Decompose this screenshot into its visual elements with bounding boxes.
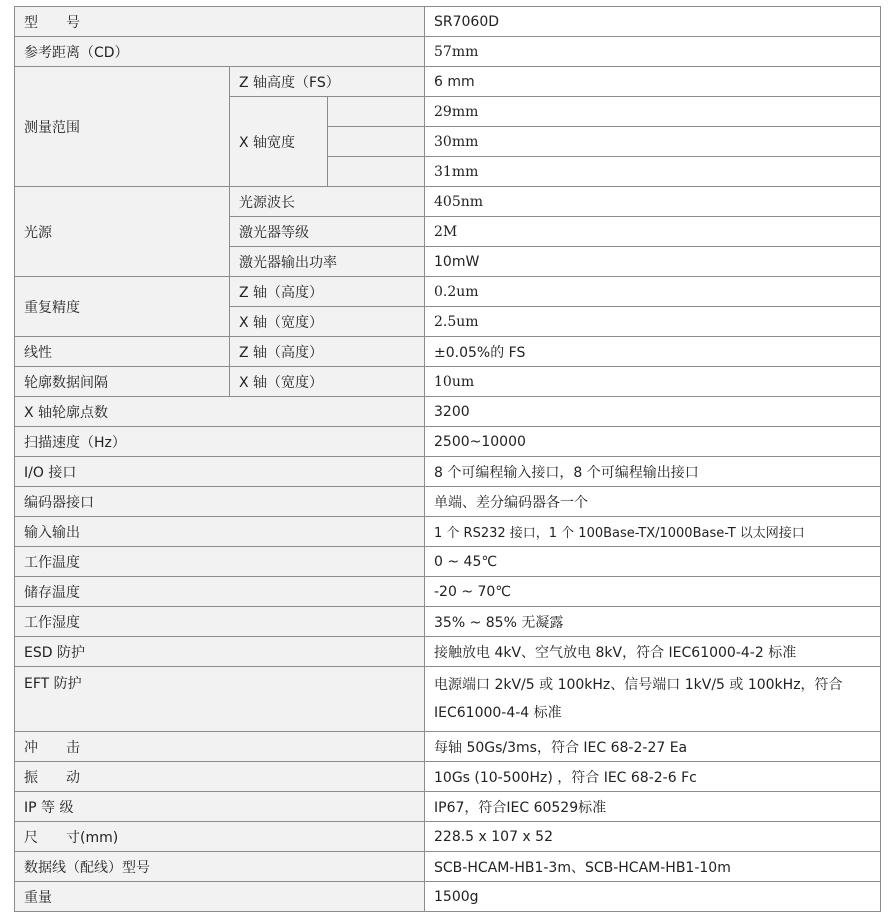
measure-range-x-blank-3: [328, 157, 425, 187]
light-wavelength-label: 光源波长: [230, 187, 425, 217]
row-size: [15, 822, 881, 852]
row-esd: [15, 637, 881, 667]
row-measure-range-z: [15, 67, 881, 97]
row-model: [15, 7, 881, 37]
model-label: 型 号: [15, 7, 425, 37]
laser-class-value: 2M: [425, 217, 881, 247]
repeat-z-label: Z 轴（高度）: [230, 277, 425, 307]
measure-range-x-blank-1: [328, 97, 425, 127]
measure-range-z-value: 6 mm: [425, 67, 881, 97]
shock-label: 冲 击: [15, 732, 425, 762]
linearity-label: 线性: [15, 337, 230, 367]
x-points-value: 3200: [425, 397, 881, 427]
ip-label: IP 等 级: [15, 792, 425, 822]
profile-interval-label: 轮廓数据间隔: [15, 367, 230, 397]
in-out-label: 输入输出: [15, 517, 425, 547]
esd-label: ESD 防护: [15, 637, 425, 667]
row-io: [15, 457, 881, 487]
laser-power-label: 激光器输出功率: [230, 247, 425, 277]
storage-temp-value: -20 ~ 70℃: [425, 577, 881, 607]
row-encoder: [15, 487, 881, 517]
measure-range-x-value-1: 29mm: [425, 97, 881, 127]
row-weight: [15, 882, 881, 912]
op-temp-value: 0 ~ 45℃: [425, 547, 881, 577]
model-value: SR7060D: [425, 7, 881, 37]
io-value: 8 个可编程输入接口，8 个可编程输出接口: [425, 457, 881, 487]
laser-power-value: 10mW: [425, 247, 881, 277]
measure-range-x-value-3: 31mm: [425, 157, 881, 187]
io-label: I/O 接口: [15, 457, 425, 487]
vibration-label: 振 动: [15, 762, 425, 792]
row-x-points: [15, 397, 881, 427]
size-label: 尺 寸(mm): [15, 822, 425, 852]
scan-speed-label: 扫描速度（Hz）: [15, 427, 425, 457]
ref-distance-label: 参考距离（CD）: [15, 37, 425, 67]
spec-table: [14, 6, 881, 912]
cable-label: 数据线（配线）型号: [15, 852, 425, 882]
light-source-label: 光源: [15, 187, 230, 277]
measure-range-x-value-2: 30mm: [425, 127, 881, 157]
repeatability-label: 重复精度: [15, 277, 230, 337]
repeat-x-label: X 轴（宽度）: [230, 307, 425, 337]
row-in-out: [15, 517, 881, 547]
in-out-value: 1 个 RS232 接口，1 个 100Base-TX/1000Base-T 以太网接口: [425, 517, 881, 547]
row-op-humidity: [15, 607, 881, 637]
shock-value: 每轴 50Gs/3ms，符合 IEC 68-2-27 Ea: [425, 732, 881, 762]
linearity-value: ±0.05%的 FS: [425, 337, 881, 367]
ref-distance-value: 57mm: [425, 37, 881, 67]
light-wavelength-value: 405nm: [425, 187, 881, 217]
scan-speed-value: 2500~10000: [425, 427, 881, 457]
x-points-label: X 轴轮廓点数: [15, 397, 425, 427]
repeat-x-value: 2.5um: [425, 307, 881, 337]
measure-range-x-blank-2: [328, 127, 425, 157]
row-shock: [15, 732, 881, 762]
weight-value: 1500g: [425, 882, 881, 912]
row-light-wavelength: [15, 187, 881, 217]
row-ref-distance: [15, 37, 881, 67]
encoder-label: 编码器接口: [15, 487, 425, 517]
measure-range-label: 测量范围: [15, 67, 230, 187]
row-repeat-z: [15, 277, 881, 307]
weight-label: 重量: [15, 882, 425, 912]
op-humidity-label: 工作湿度: [15, 607, 425, 637]
cable-value: SCB-HCAM-HB1-3m、SCB-HCAM-HB1-10m: [425, 852, 881, 882]
op-temp-label: 工作温度: [15, 547, 425, 577]
repeat-z-value: 0.2um: [425, 277, 881, 307]
size-value: 228.5 x 107 x 52: [425, 822, 881, 852]
row-linearity: [15, 337, 881, 367]
row-eft: [15, 667, 881, 732]
esd-value: 接触放电 4kV、空气放电 8kV，符合 IEC61000-4-2 标准: [425, 637, 881, 667]
encoder-value: 单端、差分编码器各一个: [425, 487, 881, 517]
row-cable: [15, 852, 881, 882]
eft-value: 电源端口 2kV/5 或 100kHz、信号端口 1kV/5 或 100kHz，符合 IEC61000-4-4 标准: [425, 667, 881, 732]
storage-temp-label: 储存温度: [15, 577, 425, 607]
vibration-value: 10Gs (10-500Hz) ，符合 IEC 68-2-6 Fc: [425, 762, 881, 792]
measure-range-z-label: Z 轴高度（FS）: [230, 67, 425, 97]
ip-value: IP67，符合IEC 60529标准: [425, 792, 881, 822]
linearity-sub-label: Z 轴（高度）: [230, 337, 425, 367]
laser-class-label: 激光器等级: [230, 217, 425, 247]
profile-interval-value: 10um: [425, 367, 881, 397]
op-humidity-value: 35% ~ 85% 无凝露: [425, 607, 881, 637]
row-vibration: [15, 762, 881, 792]
row-scan-speed: [15, 427, 881, 457]
row-profile-interval: [15, 367, 881, 397]
row-ip: [15, 792, 881, 822]
profile-interval-sub-label: X 轴（宽度）: [230, 367, 425, 397]
eft-label: EFT 防护: [15, 667, 425, 732]
row-op-temp: [15, 547, 881, 577]
measure-range-x-label: X 轴宽度: [230, 97, 328, 187]
row-storage-temp: [15, 577, 881, 607]
